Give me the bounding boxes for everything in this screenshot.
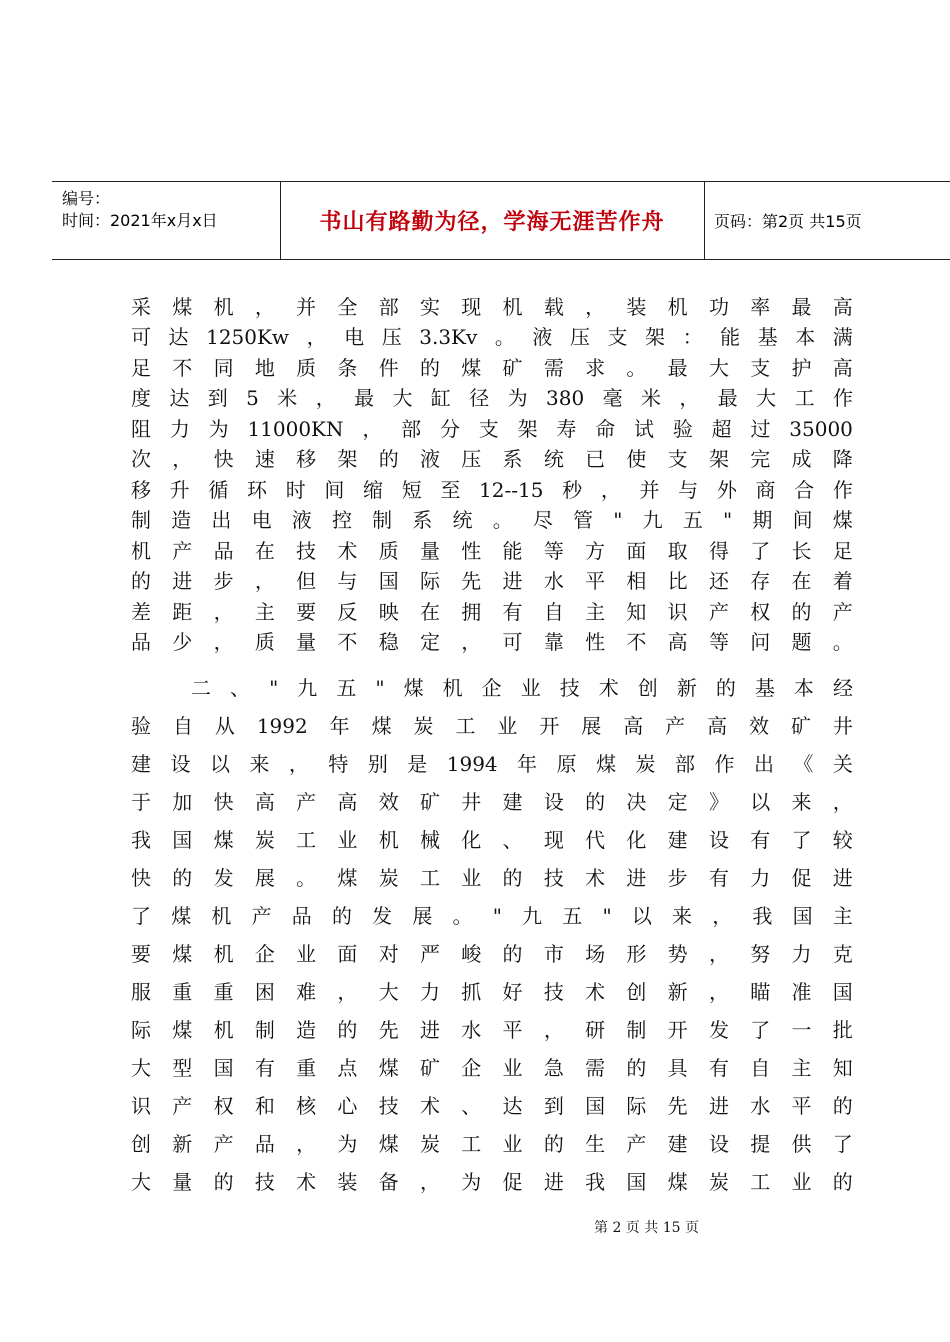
- text-line: 机 产 品 在 技 术 质 量 性 能 等 方 面 取 得 了 长 足: [131, 539, 853, 563]
- header-motto-cell: [280, 182, 705, 259]
- header-meta-cell: [52, 182, 281, 259]
- text-line: 服 重 重 困 难 ， 大 力 抓 好 技 术 创 新 ， 瞄 准 国: [131, 980, 853, 1004]
- header-page-cell: [704, 182, 950, 259]
- text-line: 足 不 同 地 质 条 件 的 煤 矿 需 求 。 最 大 支 护 高: [131, 356, 853, 380]
- document-time-label: 时间：2021年x月x日: [62, 211, 218, 230]
- text-line: 了 煤 机 产 品 的 发 展 。 " 九 五 " 以 来 ， 我 国 主: [131, 904, 853, 928]
- header-page-info: 页码：第2页 共15页: [714, 212, 862, 231]
- document-code-label: 编号：: [62, 189, 111, 208]
- text-line: 验 自 从 1992 年 煤 炭 工 业 开 展 高 产 高 效 矿 井: [131, 714, 853, 738]
- text-line: 识 产 权 和 核 心 技 术 、 达 到 国 际 先 进 水 平 的: [131, 1094, 853, 1118]
- text-line: 移 升 循 环 时 间 缩 短 至 12--15 秒 ， 并 与 外 商 合 作: [131, 478, 853, 502]
- text-line: 度 达 到 5 米 ， 最 大 缸 径 为 380 毫 米 ， 最 大 工 作: [131, 386, 853, 410]
- text-line: 大 量 的 技 术 装 备 ， 为 促 进 我 国 煤 炭 工 业 的: [131, 1170, 853, 1194]
- text-line: 阻 力 为 11000KN ， 部 分 支 架 寿 命 试 验 超 过 35000: [131, 417, 853, 441]
- text-line: 我 国 煤 炭 工 业 机 械 化 、 现 代 化 建 设 有 了 较: [131, 828, 853, 852]
- text-line: 二 、 " 九 五 " 煤 机 企 业 技 术 创 新 的 基 本 经: [191, 676, 853, 700]
- document-header: [52, 181, 950, 260]
- header-motto: 书山有路勤为径，学海无涯苦作舟: [319, 210, 665, 235]
- text-line: 次 ， 快 速 移 架 的 液 压 系 统 已 使 支 架 完 成 降: [131, 447, 853, 471]
- text-line: 于 加 快 高 产 高 效 矿 井 建 设 的 决 定 》 以 来 ，: [131, 790, 853, 814]
- text-line: 采 煤 机 ， 并 全 部 实 现 机 载 ， 装 机 功 率 最 高: [131, 295, 853, 319]
- text-line: 际 煤 机 制 造 的 先 进 水 平 ， 研 制 开 发 了 一 批: [131, 1018, 853, 1042]
- text-line: 可 达 1250Kw ， 电 压 3.3Kv 。 液 压 支 架 ： 能 基 本 满: [131, 325, 853, 349]
- text-line: 的 进 步 ， 但 与 国 际 先 进 水 平 相 比 还 存 在 着: [131, 569, 853, 593]
- page-footer: 第 2 页 共 15 页: [594, 1220, 699, 1236]
- text-line: 品 少 ， 质 量 不 稳 定 ， 可 靠 性 不 高 等 问 题 。: [131, 630, 853, 654]
- text-line: 差 距 ， 主 要 反 映 在 拥 有 自 主 知 识 产 权 的 产: [131, 600, 853, 624]
- text-line: 要 煤 机 企 业 面 对 严 峻 的 市 场 形 势 ， 努 力 克: [131, 942, 853, 966]
- text-line: 建 设 以 来 ， 特 别 是 1994 年 原 煤 炭 部 作 出 《 关: [131, 752, 853, 776]
- text-line: 制 造 出 电 液 控 制 系 统 。 尽 管 " 九 五 " 期 间 煤: [131, 508, 853, 532]
- text-line: 创 新 产 品 ， 为 煤 炭 工 业 的 生 产 建 设 提 供 了: [131, 1132, 853, 1156]
- text-line: 快 的 发 展 。 煤 炭 工 业 的 技 术 进 步 有 力 促 进: [131, 866, 853, 890]
- text-line: 大 型 国 有 重 点 煤 矿 企 业 急 需 的 具 有 自 主 知: [131, 1056, 853, 1080]
